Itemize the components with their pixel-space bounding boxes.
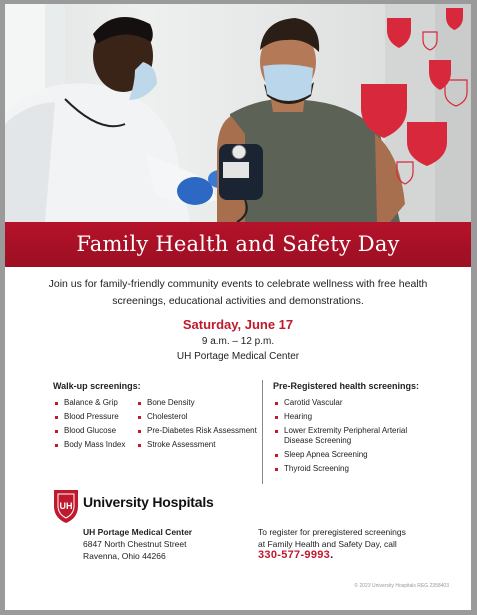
hero-illustration bbox=[5, 4, 471, 222]
list-item: Stroke Assessment bbox=[136, 440, 261, 450]
list-item: Lower Extremity Peripheral Arterial Disease Screening bbox=[273, 426, 423, 446]
list-item: Balance & Grip bbox=[53, 398, 135, 408]
list-item: Bone Density bbox=[136, 398, 261, 408]
walkup-list-col1 bbox=[53, 398, 135, 454]
address-line2: Ravenna, Ohio 44266 bbox=[83, 551, 166, 561]
event-venue: UH Portage Medical Center bbox=[176, 351, 300, 362]
org-name: University Hospitals bbox=[83, 494, 214, 510]
walkup-heading: Walk-up screenings: bbox=[53, 381, 141, 391]
phone-number[interactable] bbox=[258, 549, 333, 561]
register-text-2: at Family Health and Safety Day, call bbox=[258, 539, 397, 549]
address-line1: 6847 North Chestnut Street bbox=[83, 539, 187, 549]
logo-text: UH bbox=[59, 501, 73, 511]
list-item: Thyroid Screening bbox=[273, 464, 423, 474]
list-item: Pre-Diabetes Risk Assessment bbox=[136, 426, 261, 436]
column-divider bbox=[262, 380, 263, 484]
legal-text: © 2023 University Hospitals REG 2358403 bbox=[354, 583, 449, 589]
flyer-page bbox=[5, 4, 471, 610]
uh-shield-logo-icon bbox=[52, 488, 80, 524]
list-item: Hearing bbox=[273, 412, 423, 422]
event-title: Family Health and Safety Day bbox=[5, 222, 471, 267]
intro-text: Join us for family-friendly community events to celebrate wellness with free health screenings, educational activities and demonstrations. bbox=[48, 278, 428, 307]
list-item: Sleep Apnea Screening bbox=[273, 450, 423, 460]
register-text-1: To register for preregistered screenings bbox=[258, 527, 406, 537]
list-item: Blood Pressure bbox=[53, 412, 135, 422]
event-time: 9 a.m. – 12 p.m. bbox=[201, 336, 275, 347]
event-date: Saturday, June 17 bbox=[182, 317, 294, 332]
list-item: Cholesterol bbox=[136, 412, 261, 422]
register-block bbox=[258, 526, 406, 550]
address-name: UH Portage Medical Center bbox=[83, 527, 193, 537]
address-block bbox=[83, 526, 192, 562]
phone-digits[interactable]: 330-577-9993 bbox=[258, 549, 331, 561]
list-item: Blood Glucose bbox=[53, 426, 135, 436]
walkup-list-col2 bbox=[136, 398, 261, 454]
hero-photo bbox=[5, 4, 471, 222]
phone-suffix: . bbox=[330, 549, 334, 561]
list-item: Body Mass Index bbox=[53, 440, 135, 450]
preregistered-heading: Pre-Registered health screenings: bbox=[273, 381, 420, 391]
preregistered-list bbox=[273, 398, 423, 478]
list-item: Carotid Vascular bbox=[273, 398, 423, 408]
